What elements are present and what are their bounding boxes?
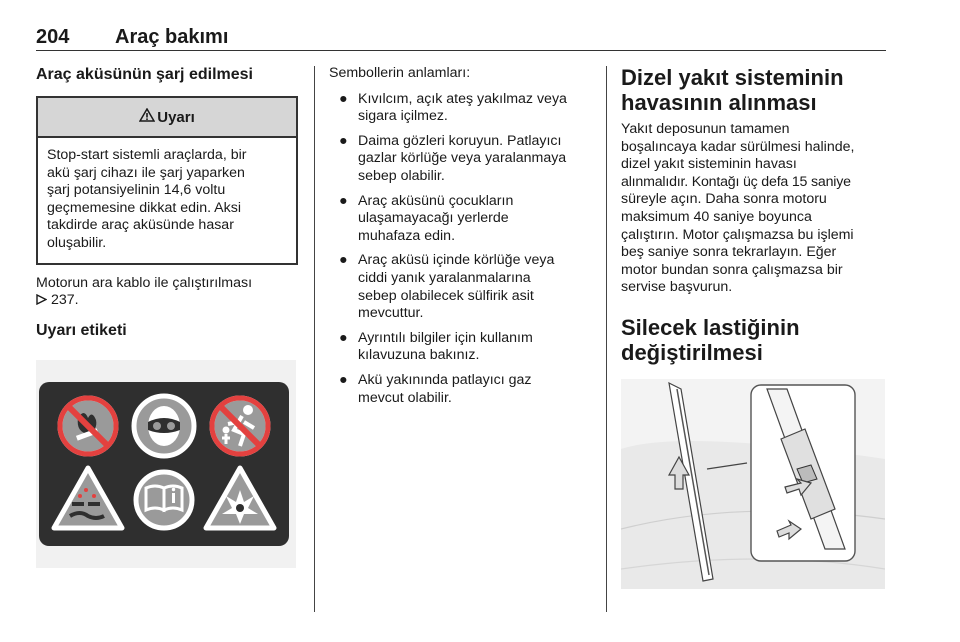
column-divider [314,66,315,612]
list-item [329,252,595,322]
list-item [329,372,595,407]
paragraph-line: maksimum 40 saniye boyunca [621,208,812,225]
heading-line: havasının alınması [621,90,817,115]
jump-start-text: Motorun ara kablo ile çalıştırılması [36,274,253,291]
paragraph-line: beş saniye sonra tekrarlayın. Eğer [621,244,837,261]
paragraph-line: süreyle açın. Daha sonra motoru [621,191,827,208]
paragraph-line: servise başvurun. [621,279,733,296]
list-item-line: sigara içilmez. [358,108,448,125]
wiper-blade-heading [621,315,887,365]
column-3 [621,65,887,589]
list-item-line: mevcut olabilir. [358,389,452,406]
page-header [36,20,886,51]
list-item-line: sebep olabilecek sülfirik asit [358,287,534,304]
list-item [329,133,595,186]
page-reference-link[interactable] [36,292,298,310]
list-item-line: Kıvılcım, açık ateş yakılmaz veya [358,90,567,107]
list-item-line: Araç aküsünü çocukların [358,192,514,209]
list-item-line: Ayrıntılı bilgiler için kullanım [358,329,533,346]
list-item-line: Daima gözleri koruyun. Patlayıcı [358,132,562,149]
column-1 [36,65,298,568]
page-number: 204 [36,26,70,48]
warning-text [38,138,296,263]
warning-header [38,98,296,138]
heading-line: değiştirilmesi [621,339,763,365]
list-item-line: Akü yakınında patlayıcı gaz [358,371,532,388]
list-item [329,330,595,365]
page-reference-number: 237. [51,292,79,309]
column-2 [329,65,595,414]
list-item-line: mevcuttur. [358,305,424,322]
warning-line: geçmemesine dikkat edin. Aksi [47,199,241,216]
wiper-replacement-illustration [621,379,885,589]
list-item-line: Araç aküsü içinde körlüğe veya [358,252,555,269]
bullet-icon: ● [339,192,348,209]
read-manual-icon [136,472,192,528]
diesel-bleeding-heading [621,65,887,115]
bullet-icon: ● [339,371,348,388]
warning-line: oluşabilir. [47,234,107,251]
column-divider [606,66,607,612]
warning-box [36,96,298,265]
list-item-line: gazlar körlüğe veya yaralanmaya [358,150,567,167]
paragraph-line: Yakıt deposunun tamamen [621,121,790,137]
eye-protection-icon [134,396,194,456]
page-reference-icon [36,292,47,310]
list-item-line: kılavuzuna bakınız. [358,347,480,364]
keep-away-children-icon [212,398,268,454]
list-item-line: ulaşamayacağı yerlerde [358,210,509,227]
list-item-line: sebep olabilir. [358,167,445,184]
paragraph-line: boşalıncaya kadar sürülmesi halinde, [621,138,855,155]
warning-line: şarj potansiyelinin 14,6 voltu [47,182,226,199]
no-fire-smoking-icon [60,398,116,454]
bullet-icon: ● [339,329,348,346]
list-item [329,91,595,126]
list-item-line: muhafaza edin. [358,227,456,244]
heading-line: Silecek lastiğinin [621,314,800,340]
warning-label-heading: Uyarı etiketi [36,321,127,339]
list-item-line: ciddi yanık yaralanmalarına [358,269,531,286]
paragraph-line: dizel yakıt sisteminin havası [621,156,797,173]
paragraph-line: motor bundan sonra çalışmazsa bir [621,261,843,278]
list-item [329,193,595,246]
warning-line: takdirde araç aküsünde hasar [47,217,234,234]
cross-reference [36,275,298,310]
symbol-meanings-list [329,91,595,408]
section-title: Araç bakımı [115,26,229,48]
bullet-icon: ● [339,90,348,107]
bullet-icon: ● [339,132,348,149]
bullet-icon: ● [339,252,348,269]
heading-line: Dizel yakıt sisteminin [621,65,844,90]
battery-charging-heading: Araç aküsünün şarj edilmesi [36,66,253,83]
warning-triangle-icon [139,108,155,126]
warning-line: akü şarj cihazı ile şarj yaparken [47,164,245,181]
symbols-intro: Sembollerin anlamları: [329,65,471,81]
paragraph-line: çalıştırın. Motor çalışmazsa bu işlemi [621,226,854,243]
warning-label-image [36,360,296,568]
diesel-bleeding-text [621,121,887,297]
warning-title: Uyarı [157,108,195,126]
warning-line: Stop-start sistemli araçlarda, bir [47,147,247,163]
paragraph-line: alınmalıdır. Kontağı üç defa 15 saniye [621,173,851,190]
